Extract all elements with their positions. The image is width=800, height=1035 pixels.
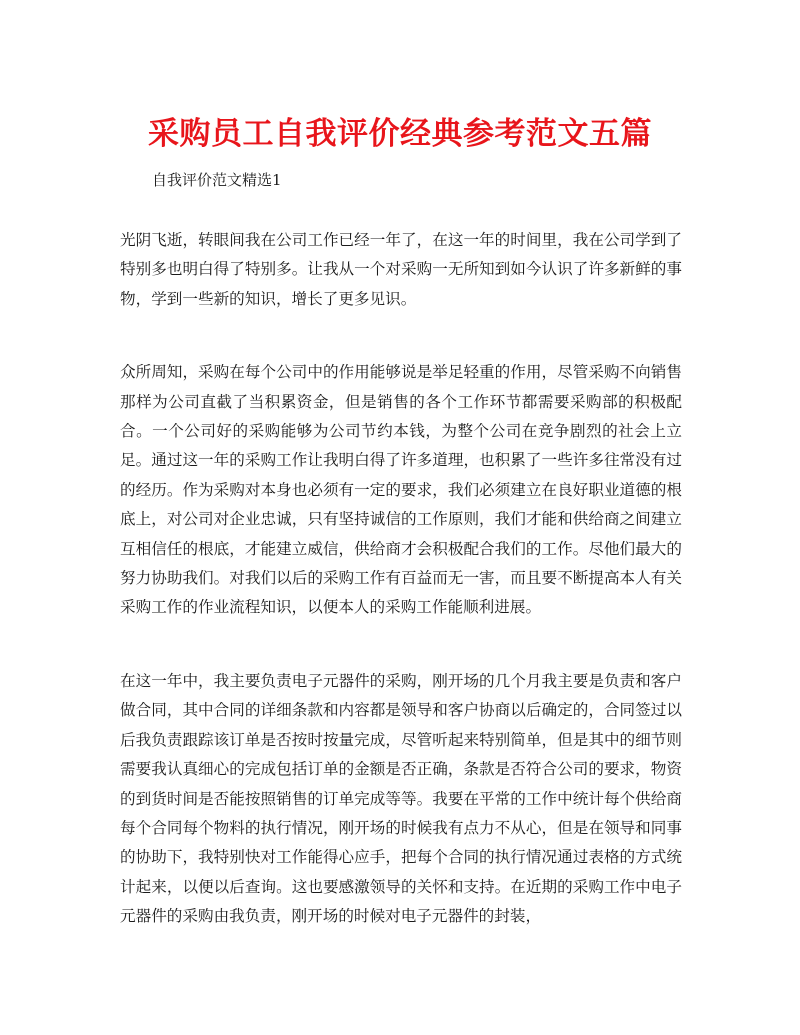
document-subtitle: 自我评价范文精选1 <box>152 171 282 189</box>
paragraph-3: 在这一年中，我主要负责电子元器件的采购，刚开场的几个月我主要是负责和客户做合同，其中合同的详细条款和内容都是领导和客户协商以后确定的，合同签过以后我负责跟踪该订单是否按时按量完成，尽管听起来特别简单，但是其中的细节则需要我认真细心的完成包括订单的金额是否正确，条款是否符合公司的要求，物资的到货时间是否能按照销售的订单完成等等。我要在平常的工作中统计每个供给商每个合同每个物料的执行情况，刚开场的时候我有点力不从心，但是在领导和同事的协助下，我特别快对工作能得心应手，把每个合同的执行情况通过表格的方式统计起来，以便以后查询。这也要感激领导的关怀和支持。在近期的采购工作中电子元器件的采购由我负责，刚开场的时候对电子元器件的封装， <box>120 671 682 926</box>
paragraph-1: 光阴飞逝，转眼间我在公司工作已经一年了，在这一年的时间里，我在公司学到了特别多也明白得了特别多。让我从一个对采购一无所知到如今认识了许多新鲜的事物，学到一些新的知识，增长了更多见识。 <box>120 231 682 308</box>
paragraph-2: 众所周知，采购在每个公司中的作用能够说是举足轻重的作用，尽管采购不向销售那样为公司直截了当积累资金，但是销售的各个工作环节都需要采购部的积极配合。一个公司好的采购能够为公司节约本钱，为整个公司在竞争剧烈的社会上立足。通过这一年的采购工作让我明白得了许多道理，也积累了一些许多往常没有过的经历。作为采购对本身也必须有一定的要求，我们必须建立在良好职业道德的根底上，对公司对企业忠诚，只有坚持诚信的工作原则，我们才能和供给商之间建立互相信任的根底，才能建立威信，供给商才会积极配合我们的工作。尽他们最大的努力协助我们。对我们以后的采购工作有百益而无一害，而且要不断提高本人有关采购工作的作业流程知识，以便本人的采购工作能顺利进展。 <box>120 363 682 617</box>
document-title: 采购员工自我评价经典参考范文五篇 <box>148 116 652 152</box>
document-body <box>120 226 682 976</box>
